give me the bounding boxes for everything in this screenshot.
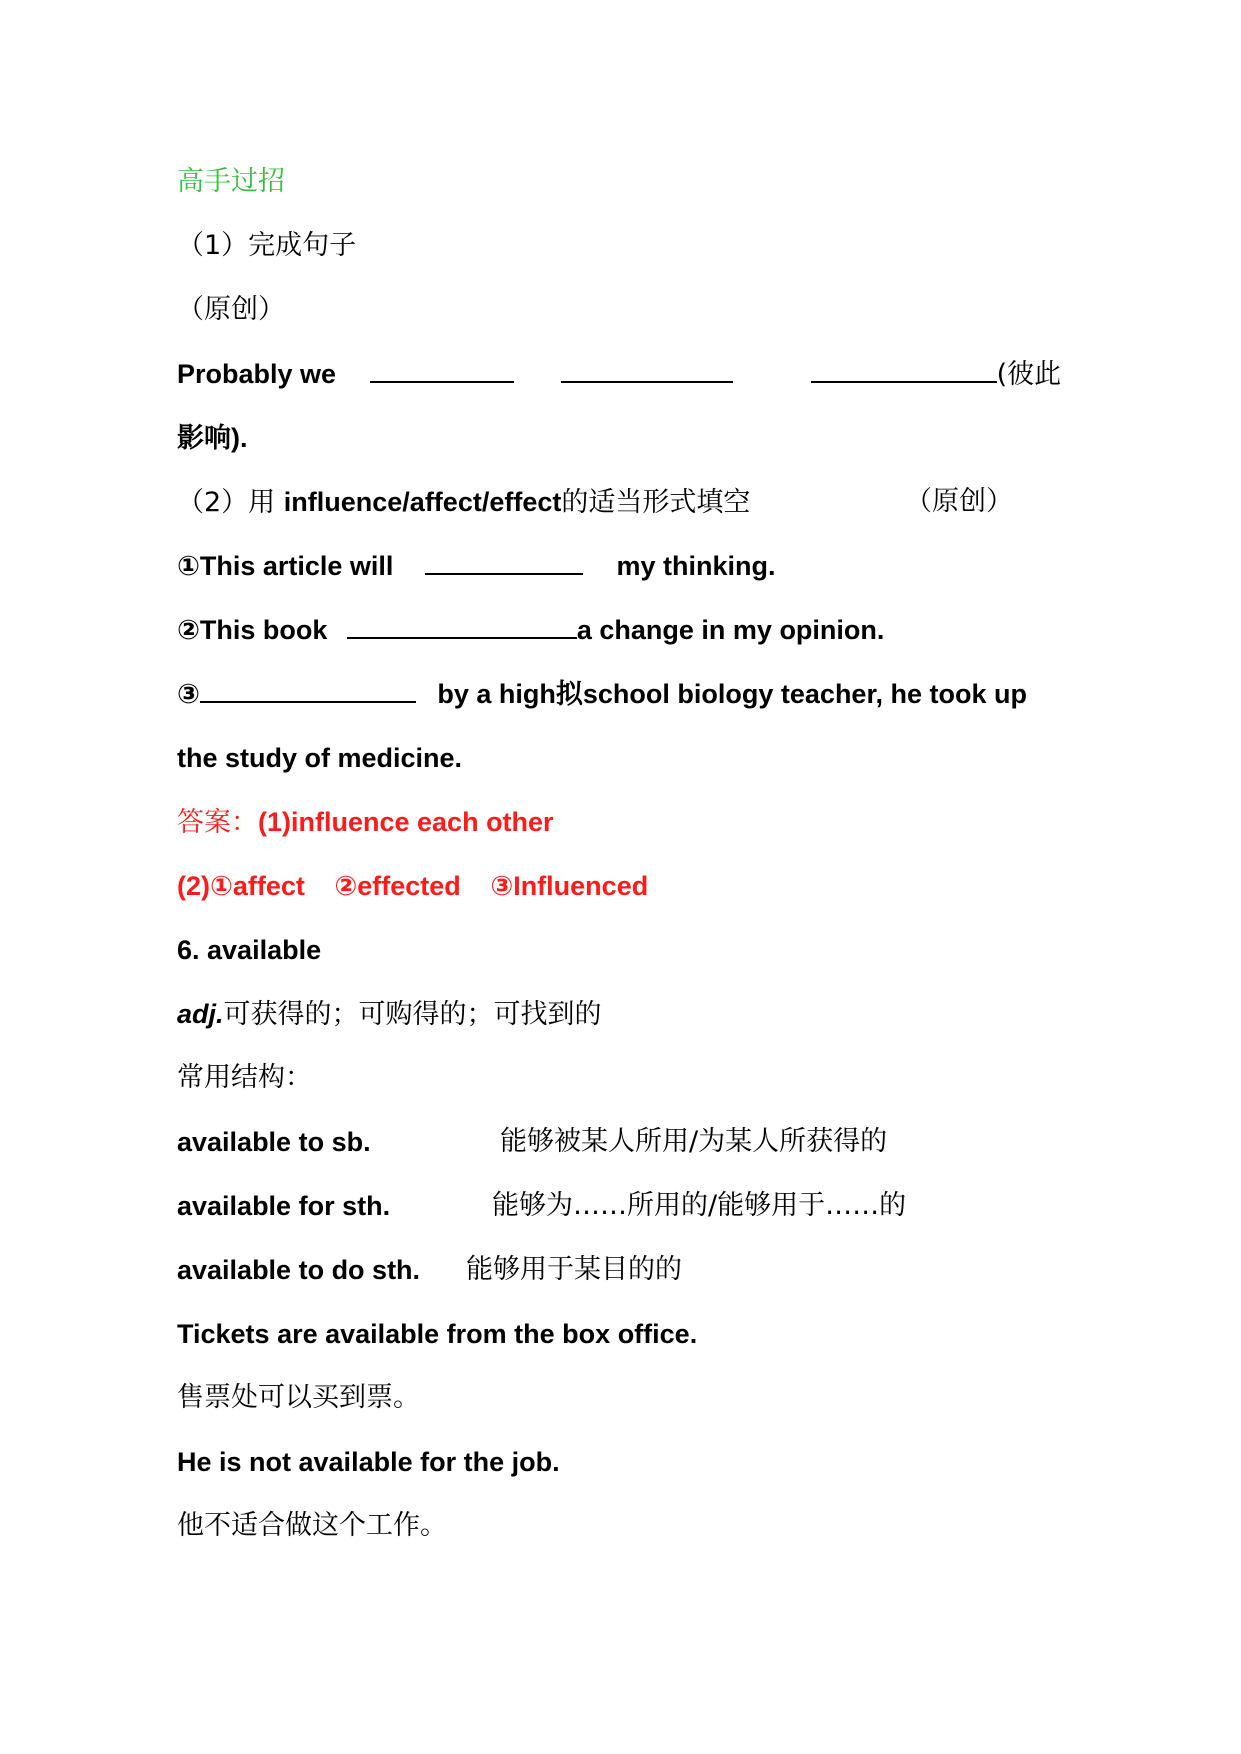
example-2-cn: 他不适合做这个工作。 (177, 1510, 447, 1541)
q2-item2-end: a change in my opinion. (576, 615, 885, 645)
q1-sentence-start: Probably we (177, 359, 337, 389)
blank-item-2 (347, 611, 577, 639)
structure-row-3 (177, 1250, 1111, 1290)
q2-item1-start: ①This article will (177, 551, 394, 581)
q1-title (177, 226, 1111, 266)
example-1-en: Tickets are available from the box office. (177, 1319, 698, 1349)
q2-item3-end: by a high拟school biology teacher, he took up (437, 679, 1027, 709)
structure-3-en: available to do sth. (177, 1255, 421, 1285)
q2-item3-start: ③ (177, 679, 200, 709)
vocab-meaning (177, 994, 1111, 1034)
q1-sentence-line2: 影响). (177, 423, 248, 453)
q2-title-prefix: （2）用 (177, 487, 276, 518)
q2-title-suffix: 的适当形式填空 (561, 487, 751, 518)
q1-sentence (177, 354, 1111, 394)
blank-3 (811, 355, 997, 383)
structure-1-cn: 能够被某人所用/为某人所获得的 (500, 1126, 888, 1157)
structure-row-1 (177, 1122, 1111, 1162)
blank-1 (370, 355, 514, 383)
q1-source: （原创） (177, 294, 285, 325)
q2-item-2 (177, 610, 1111, 650)
vocab-title: 6. available (177, 935, 322, 965)
q2-source: （原创） (905, 486, 1013, 517)
vocab-meaning-text: 可获得的；可购得的；可找到的 (223, 999, 602, 1030)
blank-2 (561, 355, 733, 383)
q2-item2-start: ②This book (177, 615, 328, 645)
structure-2-cn: 能够为……所用的/能够用于……的 (492, 1190, 907, 1221)
answer-1-text: (1)influence each other (258, 807, 554, 837)
section-heading: 高手过招 (177, 166, 285, 197)
q2-title (177, 482, 1111, 522)
q2-item1-end: my thinking. (616, 551, 776, 581)
answer-line-1 (177, 802, 1111, 842)
structure-row-2 (177, 1186, 1111, 1226)
example-2-en: He is not available for the job. (177, 1447, 560, 1477)
q2-item-1 (177, 546, 1111, 586)
q1-sentence-tail: (彼此 (996, 359, 1062, 390)
q2-title-words: influence/affect/effect (283, 487, 562, 517)
structure-1-en: available to sb. (177, 1127, 371, 1157)
example-1-cn: 售票处可以买到票。 (177, 1382, 420, 1413)
answer-2b: ②effected (334, 871, 461, 901)
blank-item-3 (200, 675, 416, 703)
vocab-pos: adj. (177, 999, 224, 1029)
structure-3-cn: 能够用于某目的的 (466, 1254, 682, 1285)
q1-title-text: （1）完成句子 (177, 230, 357, 261)
answer-label: 答案： (177, 807, 258, 838)
q2-item3-line2: the study of medicine. (177, 743, 463, 773)
q2-item-3 (177, 674, 1111, 714)
blank-item-1 (425, 547, 583, 575)
structures-label: 常用结构： (177, 1062, 312, 1093)
structure-2-en: available for sth. (177, 1191, 391, 1221)
answer-2c: ③Influenced (490, 871, 649, 901)
answer-line-2 (177, 866, 1111, 906)
answer-2a: (2)①affect (177, 871, 305, 901)
